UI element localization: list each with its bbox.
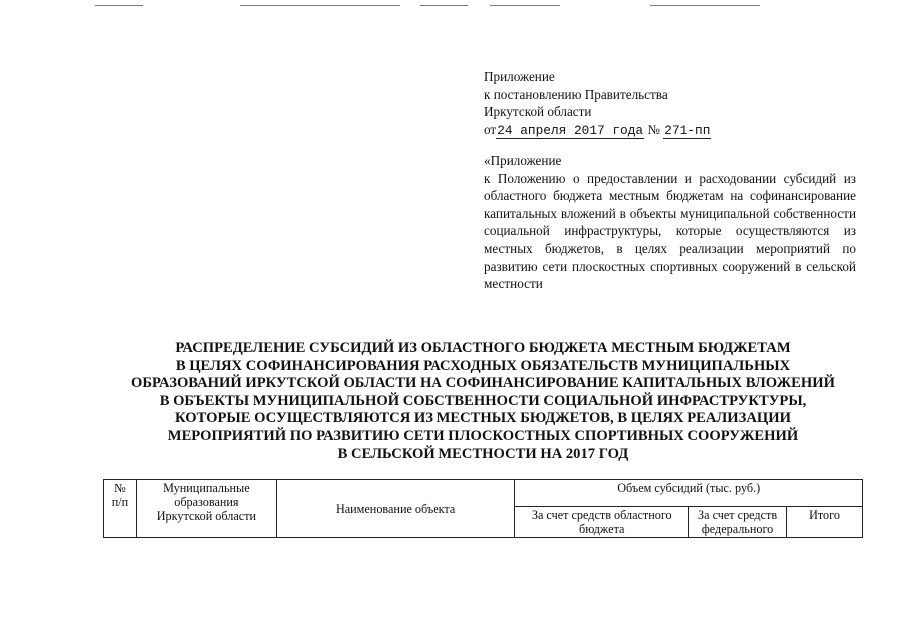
appendix-region: Иркутской области bbox=[484, 104, 592, 119]
title-line: ОБРАЗОВАНИЙ ИРКУТСКОЙ ОБЛАСТИ НА СОФИНАНСИРОВАНИЕ КАПИТАЛЬНЫХ ВЛОЖЕНИЙ bbox=[131, 375, 835, 392]
scan-artifact-line bbox=[490, 5, 560, 6]
col-header-municipality: Муниципальные образования Иркутской области bbox=[136, 480, 276, 538]
table-header-row bbox=[104, 480, 863, 507]
col-header-federal: За счет средств федерального bbox=[689, 507, 787, 538]
title-line: КОТОРЫЕ ОСУЩЕСТВЛЯЮТСЯ ИЗ МЕСТНЫХ БЮДЖЕТОВ, В ЦЕЛЯХ РЕАЛИЗАЦИИ bbox=[175, 410, 791, 427]
col-header-total: Итого bbox=[787, 507, 863, 538]
appendix-ref-line: к постановлению Правительства bbox=[484, 86, 668, 102]
sub-appendix bbox=[484, 152, 856, 293]
scan-artifact-line bbox=[95, 5, 143, 6]
number-typed: 271-пп bbox=[664, 122, 711, 138]
title-line: В ЦЕЛЯХ СОФИНАНСИРОВАНИЯ РАСХОДНЫХ ОБЯЗАТЕЛЬСТВ МУНИЦИПАЛЬНЫХ bbox=[175, 357, 791, 374]
title-line: РАСПРЕДЕЛЕНИЕ СУБСИДИЙ ИЗ ОБЛАСТНОГО БЮДЖЕТА МЕСТНЫМ БЮДЖЕТАМ bbox=[175, 340, 791, 356]
title-line: В ОБЪЕКТЫ МУНИЦИПАЛЬНОЙ СОБСТВЕННОСТИ СОЦИАЛЬНОЙ ИНФРАСТРУКТУРЫ, bbox=[159, 392, 807, 409]
document-title bbox=[90, 340, 876, 463]
date-typed: 24 апреля 2017 года bbox=[497, 122, 644, 138]
subsidy-table bbox=[103, 479, 863, 538]
sub-appendix-text: к Положению о предоставлении и расходовании субсидий из областного бюджета местным бюджетам на софинансирование капитальных вложений в объекты муниципальной собственности социальной инфраструктуры, которые осуществляются из местных бюджетов, в целях реализации мероприятий по развитию сети плоскостных спортивных сооружений в сельской местности bbox=[484, 170, 856, 292]
number-sign: № bbox=[647, 121, 660, 137]
appendix-header bbox=[484, 68, 864, 139]
col-header-object: Наименование объекта bbox=[276, 480, 515, 538]
title-line: В СЕЛЬСКОЙ МЕСТНОСТИ НА 2017 ГОД bbox=[337, 445, 629, 462]
scan-artifact-line bbox=[650, 5, 760, 6]
scan-artifact-line bbox=[240, 5, 400, 6]
sub-appendix-label: «Приложение bbox=[484, 153, 562, 168]
appendix-label: Приложение bbox=[484, 69, 555, 84]
col-header-num: № п/п bbox=[104, 480, 137, 538]
col-header-volume: Объем субсидий (тыс. руб.) bbox=[515, 480, 863, 507]
date-prefix: от bbox=[484, 121, 497, 137]
col-header-regional: За счет средств областного бюджета bbox=[515, 507, 689, 538]
title-line: МЕРОПРИЯТИЙ ПО РАЗВИТИЮ СЕТИ ПЛОСКОСТНЫХ СПОРТИВНЫХ СООРУЖЕНИЙ bbox=[167, 427, 799, 444]
appendix-date-line bbox=[484, 121, 864, 140]
scan-artifact-line bbox=[420, 5, 468, 6]
